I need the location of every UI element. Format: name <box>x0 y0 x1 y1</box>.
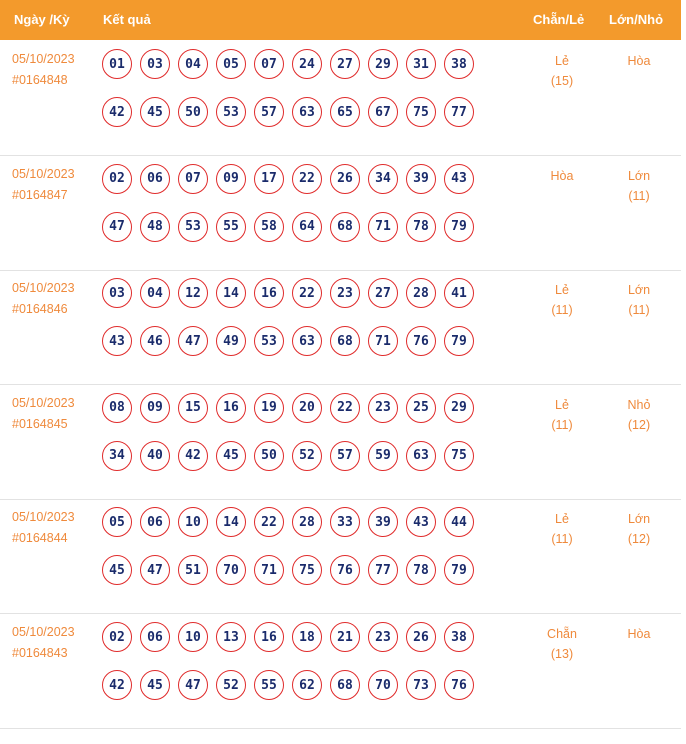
even-odd-count: (11) <box>551 532 573 547</box>
number-ball: 53 <box>178 212 208 242</box>
number-ball: 47 <box>178 326 208 356</box>
table-header <box>0 0 681 40</box>
number-ball: 09 <box>140 393 170 423</box>
number-ball: 71 <box>368 326 398 356</box>
draw-date: 05/10/2023 <box>12 166 75 181</box>
table-row <box>0 499 681 614</box>
big-small-value: Lớn <box>627 512 651 527</box>
number-ball: 58 <box>254 212 284 242</box>
number-ball: 63 <box>292 326 322 356</box>
number-ball: 49 <box>216 326 246 356</box>
number-ball: 33 <box>330 507 360 537</box>
number-ball: 22 <box>254 507 284 537</box>
number-ball: 45 <box>140 97 170 127</box>
even-odd-value: Lẻ <box>555 397 569 412</box>
big-small-cell <box>609 51 669 71</box>
number-ball: 41 <box>444 278 474 308</box>
draw-date: 05/10/2023 <box>12 510 75 525</box>
header-big-small: Lớn/Nhỏ <box>609 12 664 27</box>
draw-date: 05/10/2023 <box>12 395 75 410</box>
number-ball: 53 <box>216 97 246 127</box>
number-ball: 14 <box>216 278 246 308</box>
even-odd-cell <box>532 280 592 320</box>
number-ball: 16 <box>254 278 284 308</box>
number-ball: 62 <box>292 670 322 700</box>
number-ball: 43 <box>444 164 474 194</box>
number-ball: 40 <box>140 441 170 471</box>
number-ball: 02 <box>102 164 132 194</box>
big-small-value: Nhỏ <box>627 397 651 412</box>
result-balls <box>102 49 482 145</box>
draw-date: 05/10/2023 <box>12 281 75 296</box>
big-small-count: (11) <box>628 188 650 203</box>
number-ball: 29 <box>368 49 398 79</box>
ball-line <box>102 622 482 670</box>
number-ball: 63 <box>406 441 436 471</box>
big-small-value: Lớn <box>627 283 651 298</box>
ball-line <box>102 670 482 718</box>
big-small-cell <box>609 280 669 320</box>
big-small-cell <box>609 395 669 435</box>
ball-line <box>102 507 482 555</box>
number-ball: 06 <box>140 622 170 652</box>
even-odd-count: (11) <box>551 303 573 318</box>
draw-id: #0164848 <box>12 73 68 87</box>
number-ball: 78 <box>406 555 436 585</box>
number-ball: 71 <box>368 212 398 242</box>
number-ball: 45 <box>216 441 246 471</box>
number-ball: 68 <box>330 212 360 242</box>
number-ball: 24 <box>292 49 322 79</box>
result-balls <box>102 393 482 489</box>
number-ball: 55 <box>216 212 246 242</box>
even-odd-cell <box>532 51 592 91</box>
number-ball: 23 <box>330 278 360 308</box>
draw-date: 05/10/2023 <box>12 625 75 639</box>
table-row <box>0 156 681 271</box>
number-ball: 10 <box>178 622 208 652</box>
ball-line <box>102 164 482 212</box>
number-ball: 17 <box>254 164 284 194</box>
big-small-count: (12) <box>627 417 651 432</box>
header-even-odd: Chẵn/Lẻ <box>533 12 585 27</box>
number-ball: 01 <box>102 49 132 79</box>
number-ball: 27 <box>368 278 398 308</box>
number-ball: 44 <box>444 507 474 537</box>
number-ball: 03 <box>102 278 132 308</box>
even-odd-cell <box>532 509 592 549</box>
number-ball: 59 <box>368 441 398 471</box>
number-ball: 22 <box>292 278 322 308</box>
number-ball: 15 <box>178 393 208 423</box>
number-ball: 53 <box>254 326 284 356</box>
number-ball: 65 <box>330 97 360 127</box>
ball-line <box>102 97 482 145</box>
big-small-value: Hòa <box>627 627 651 641</box>
number-ball: 70 <box>216 555 246 585</box>
table-row <box>0 270 681 385</box>
number-ball: 47 <box>178 670 208 700</box>
number-ball: 75 <box>406 97 436 127</box>
number-ball: 48 <box>140 212 170 242</box>
ball-line <box>102 278 482 326</box>
number-ball: 16 <box>216 393 246 423</box>
number-ball: 70 <box>368 670 398 700</box>
number-ball: 06 <box>140 507 170 537</box>
result-balls <box>102 622 482 718</box>
number-ball: 03 <box>140 49 170 79</box>
big-small-count: (12) <box>627 532 651 547</box>
ball-line <box>102 49 482 97</box>
number-ball: 76 <box>330 555 360 585</box>
even-odd-count: (15) <box>550 74 574 88</box>
big-small-value: Lớn <box>627 168 651 183</box>
number-ball: 47 <box>140 555 170 585</box>
number-ball: 78 <box>406 212 436 242</box>
even-odd-cell <box>532 624 592 664</box>
number-ball: 21 <box>330 622 360 652</box>
even-odd-value: Lẻ <box>555 54 569 68</box>
number-ball: 52 <box>292 441 322 471</box>
number-ball: 05 <box>216 49 246 79</box>
even-odd-value: Chẵn <box>547 627 577 641</box>
number-ball: 10 <box>178 507 208 537</box>
number-ball: 77 <box>444 97 474 127</box>
draw-id: #0164843 <box>12 646 68 660</box>
number-ball: 45 <box>140 670 170 700</box>
number-ball: 50 <box>254 441 284 471</box>
number-ball: 28 <box>406 278 436 308</box>
number-ball: 28 <box>292 507 322 537</box>
number-ball: 42 <box>102 670 132 700</box>
ball-line <box>102 393 482 441</box>
number-ball: 06 <box>140 164 170 194</box>
draw-date: 05/10/2023 <box>12 52 75 66</box>
number-ball: 16 <box>254 622 284 652</box>
number-ball: 42 <box>102 97 132 127</box>
big-small-cell <box>609 509 669 549</box>
number-ball: 19 <box>254 393 284 423</box>
number-ball: 79 <box>444 212 474 242</box>
header-date: Ngày /Kỳ <box>14 12 70 27</box>
number-ball: 13 <box>216 622 246 652</box>
number-ball: 76 <box>444 670 474 700</box>
number-ball: 14 <box>216 507 246 537</box>
even-odd-value: Lẻ <box>555 283 569 298</box>
number-ball: 43 <box>102 326 132 356</box>
number-ball: 08 <box>102 393 132 423</box>
number-ball: 39 <box>368 507 398 537</box>
number-ball: 38 <box>444 49 474 79</box>
number-ball: 22 <box>292 164 322 194</box>
number-ball: 31 <box>406 49 436 79</box>
number-ball: 68 <box>330 326 360 356</box>
table-row <box>0 41 681 156</box>
number-ball: 04 <box>178 49 208 79</box>
result-balls <box>102 278 482 374</box>
draw-id: #0164847 <box>12 187 68 202</box>
number-ball: 51 <box>178 555 208 585</box>
number-ball: 46 <box>140 326 170 356</box>
number-ball: 18 <box>292 622 322 652</box>
number-ball: 79 <box>444 326 474 356</box>
number-ball: 75 <box>444 441 474 471</box>
number-ball: 12 <box>178 278 208 308</box>
number-ball: 47 <box>102 212 132 242</box>
number-ball: 23 <box>368 622 398 652</box>
number-ball: 20 <box>292 393 322 423</box>
number-ball: 38 <box>444 622 474 652</box>
number-ball: 73 <box>406 670 436 700</box>
number-ball: 77 <box>368 555 398 585</box>
ball-line <box>102 326 482 374</box>
even-odd-cell <box>532 166 592 186</box>
number-ball: 45 <box>102 555 132 585</box>
number-ball: 22 <box>330 393 360 423</box>
number-ball: 04 <box>140 278 170 308</box>
big-small-cell <box>609 166 669 206</box>
draw-id: #0164846 <box>12 302 68 317</box>
number-ball: 02 <box>102 622 132 652</box>
draw-id: #0164844 <box>12 531 68 546</box>
number-ball: 23 <box>368 393 398 423</box>
number-ball: 07 <box>254 49 284 79</box>
number-ball: 67 <box>368 97 398 127</box>
number-ball: 63 <box>292 97 322 127</box>
number-ball: 27 <box>330 49 360 79</box>
number-ball: 29 <box>444 393 474 423</box>
header-result: Kết quả <box>103 12 151 27</box>
number-ball: 09 <box>216 164 246 194</box>
number-ball: 79 <box>444 555 474 585</box>
number-ball: 50 <box>178 97 208 127</box>
big-small-value: Hòa <box>627 54 651 68</box>
number-ball: 68 <box>330 670 360 700</box>
even-odd-count: (13) <box>550 647 574 661</box>
number-ball: 05 <box>102 507 132 537</box>
even-odd-value: Lẻ <box>555 512 569 527</box>
number-ball: 71 <box>254 555 284 585</box>
number-ball: 34 <box>368 164 398 194</box>
even-odd-value: Hòa <box>550 168 574 183</box>
draw-id: #0164845 <box>12 416 68 431</box>
big-small-count: (11) <box>628 303 650 318</box>
even-odd-count: (11) <box>551 417 573 432</box>
number-ball: 55 <box>254 670 284 700</box>
number-ball: 43 <box>406 507 436 537</box>
ball-line <box>102 212 482 260</box>
number-ball: 25 <box>406 393 436 423</box>
number-ball: 26 <box>406 622 436 652</box>
number-ball: 26 <box>330 164 360 194</box>
number-ball: 64 <box>292 212 322 242</box>
result-balls <box>102 507 482 603</box>
big-small-cell <box>609 624 669 644</box>
number-ball: 57 <box>330 441 360 471</box>
number-ball: 76 <box>406 326 436 356</box>
table-row <box>0 614 681 729</box>
number-ball: 57 <box>254 97 284 127</box>
ball-line <box>102 555 482 603</box>
number-ball: 42 <box>178 441 208 471</box>
number-ball: 75 <box>292 555 322 585</box>
number-ball: 39 <box>406 164 436 194</box>
result-balls <box>102 164 482 260</box>
even-odd-cell <box>532 395 592 435</box>
number-ball: 34 <box>102 441 132 471</box>
table-row <box>0 385 681 500</box>
number-ball: 07 <box>178 164 208 194</box>
number-ball: 52 <box>216 670 246 700</box>
ball-line <box>102 441 482 489</box>
